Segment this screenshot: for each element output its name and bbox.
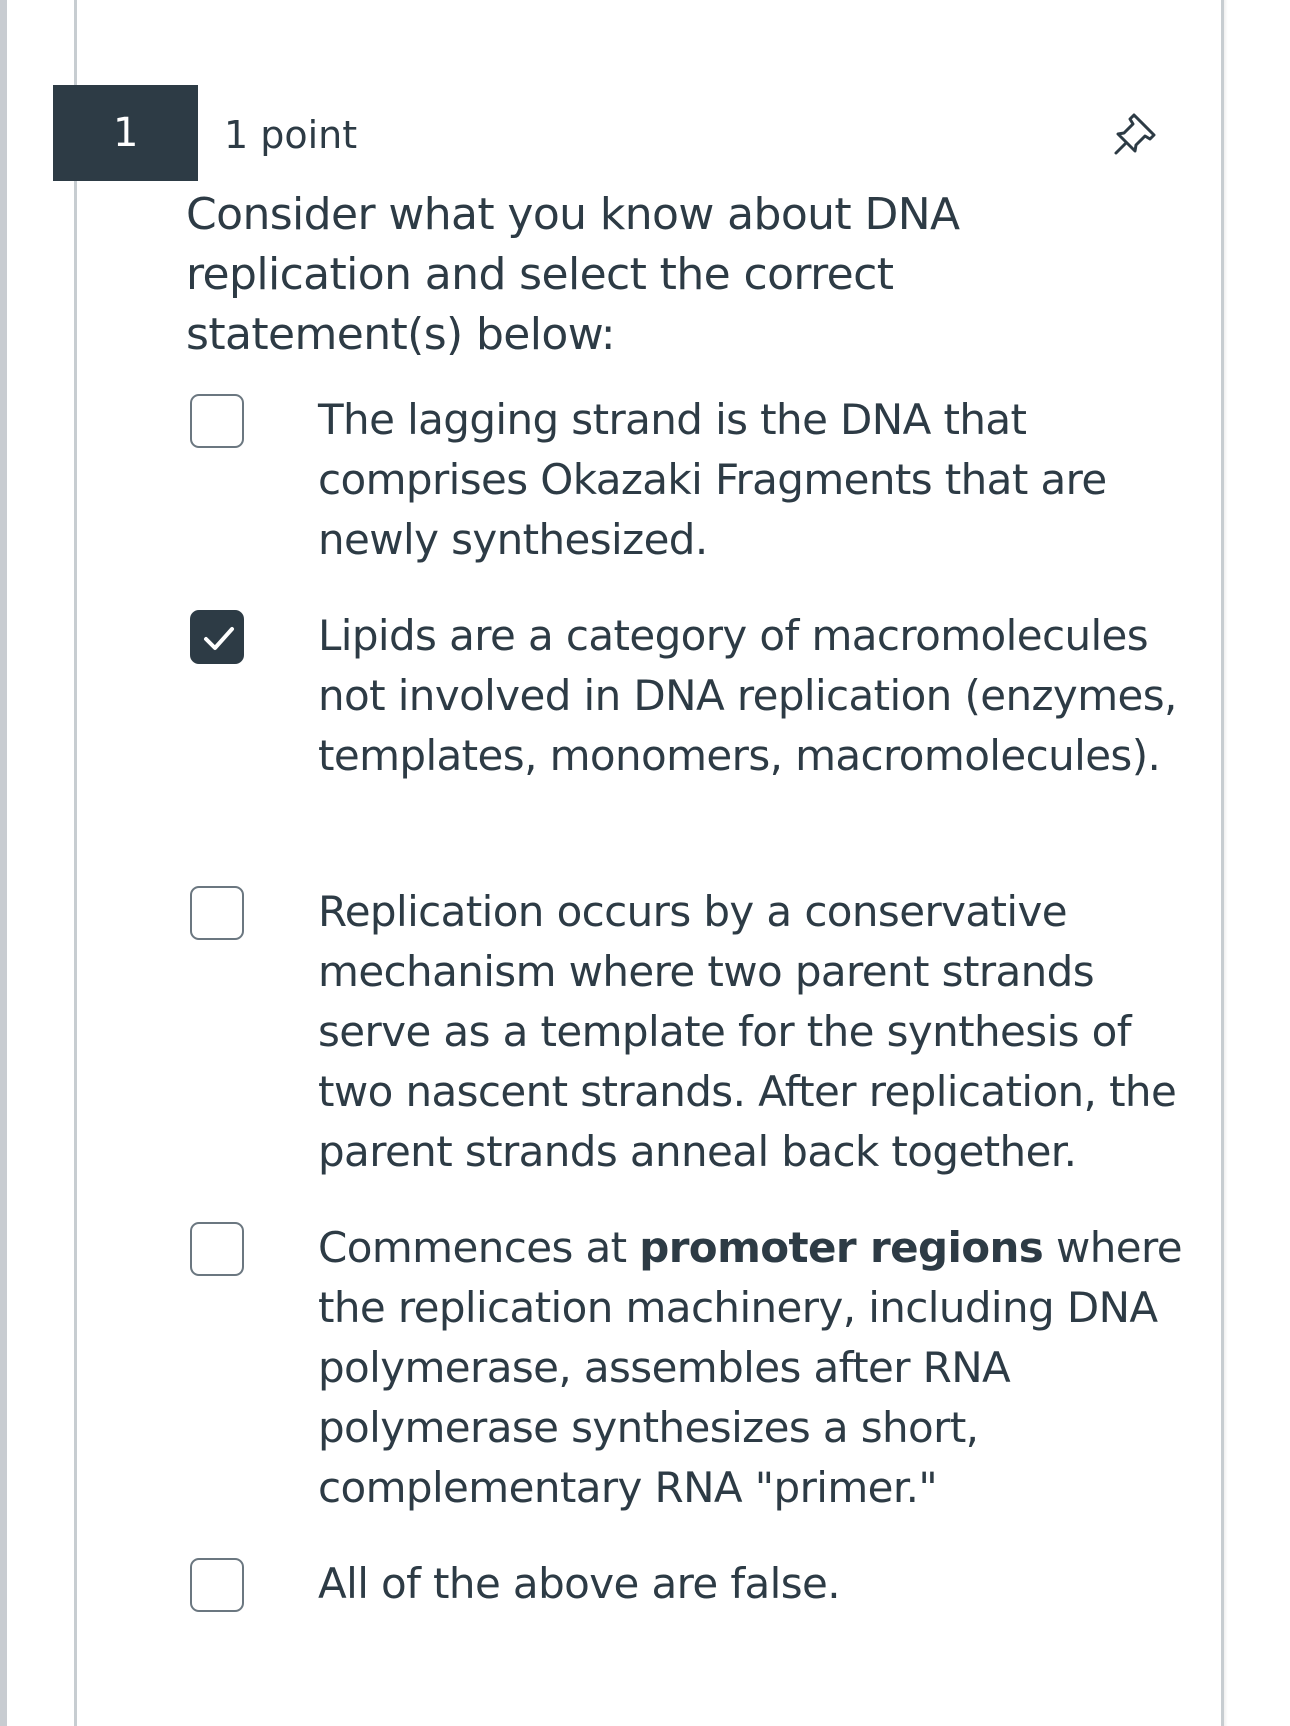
answer-option-4[interactable]: [186, 1218, 1186, 1518]
checkmark-icon: [202, 624, 236, 654]
option-2-text: Lipids are a category of macromolecules not involved in DNA replication (enzymes, templates, monomers, macromolecules).: [318, 611, 1177, 780]
checkbox-option-4[interactable]: [190, 1222, 244, 1276]
option-4-text-end: where the replication machinery, including DNA polymerase, assembles after RNA polymerase synthesizes a short, complementary RNA "primer.": [318, 1223, 1182, 1512]
pin-icon[interactable]: [1112, 105, 1164, 157]
option-4-text: [318, 1218, 1188, 1518]
option-3-text: Replication occurs by a conservative mechanism where two parent strands serve as a template for the synthesis of two nascent strands. After replication, the parent strands anneal back together.: [318, 887, 1177, 1176]
checkbox-option-1[interactable]: [190, 394, 244, 448]
left-edge-divider: [0, 0, 7, 1726]
answer-option-1[interactable]: [186, 390, 1186, 570]
answer-option-2[interactable]: [186, 606, 1186, 846]
answer-option-5[interactable]: [186, 1554, 1186, 1624]
question-prompt: Consider what you know about DNA replication and select the correct statement(s) below:: [186, 189, 960, 360]
option-5-text: All of the above are false.: [318, 1559, 841, 1608]
checkbox-option-2[interactable]: [190, 610, 244, 664]
checkbox-option-5[interactable]: [190, 1558, 244, 1612]
option-4-text-start: Commences at: [318, 1223, 640, 1272]
checkbox-option-3[interactable]: [190, 886, 244, 940]
option-4-bold-term: promoter regions: [639, 1223, 1044, 1272]
option-1-text: The lagging strand is the DNA that comprises Okazaki Fragments that are newly synthesized.: [318, 395, 1107, 564]
points-label: 1 point: [224, 113, 358, 157]
answer-option-3[interactable]: [186, 882, 1186, 1182]
question-number-badge: 1: [53, 85, 198, 181]
